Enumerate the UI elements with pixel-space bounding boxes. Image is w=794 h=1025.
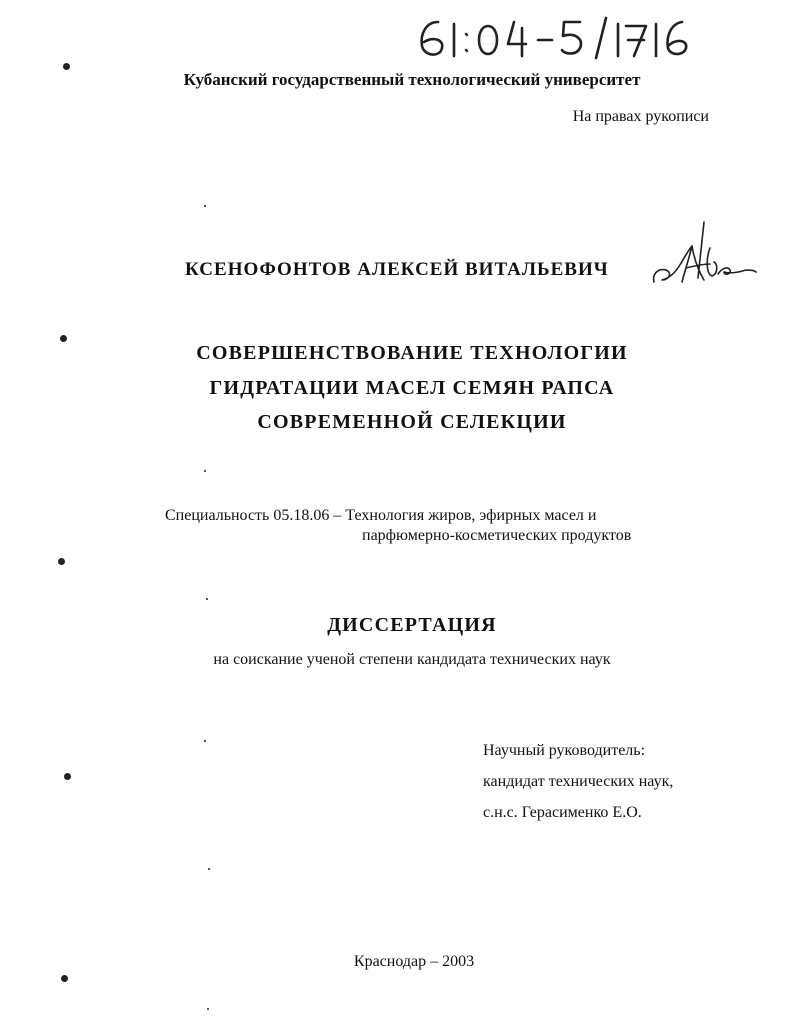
scan-mark: [60, 335, 67, 342]
degree-line: на соискание ученой степени кандидата технических наук: [213, 651, 611, 668]
title-line-3: СОВРЕМЕННОЙ СЕЛЕКЦИИ: [257, 411, 567, 433]
scan-speck: [208, 868, 210, 870]
scan-speck: [204, 740, 206, 742]
scan-speck: [207, 1008, 209, 1010]
author-signature: [648, 218, 758, 298]
title-line-1: СОВЕРШЕНСТВОВАНИЕ ТЕХНОЛОГИИ: [196, 342, 628, 364]
handwritten-stamp-graphic: [410, 8, 700, 64]
scan-speck: [204, 470, 206, 472]
scan-speck: [206, 598, 208, 600]
title-line-2: ГИДРАТАЦИИ МАСЕЛ СЕМЯН РАПСА: [209, 377, 615, 399]
supervisor-label: Научный руководитель:: [483, 742, 646, 759]
supervisor-degree: кандидат технических наук,: [483, 773, 674, 790]
supervisor-name: с.н.с. Герасименко Е.О.: [483, 804, 642, 821]
signature-graphic: [648, 218, 758, 293]
scan-mark: [64, 773, 71, 780]
scan-mark: [58, 558, 65, 565]
scan-mark: [63, 63, 70, 70]
archive-stamp: [410, 8, 700, 64]
city-year: Краснодар – 2003: [353, 953, 475, 970]
university-name: Кубанский государственный технологический университет: [183, 70, 641, 89]
author-name: КСЕНОФОНТОВ АЛЕКСЕЙ ВИТАЛЬЕВИЧ: [185, 259, 609, 280]
scan-speck: [204, 205, 206, 207]
manuscript-rights-note: На правах рукописи: [572, 108, 709, 125]
specialty-line-2: парфюмерно-косметических продуктов: [362, 527, 632, 544]
specialty-line-1: Специальность 05.18.06 – Технология жиров, эфирных масел и: [165, 507, 597, 524]
scan-mark: [61, 975, 68, 982]
document-type: ДИССЕРТАЦИЯ: [327, 614, 497, 636]
